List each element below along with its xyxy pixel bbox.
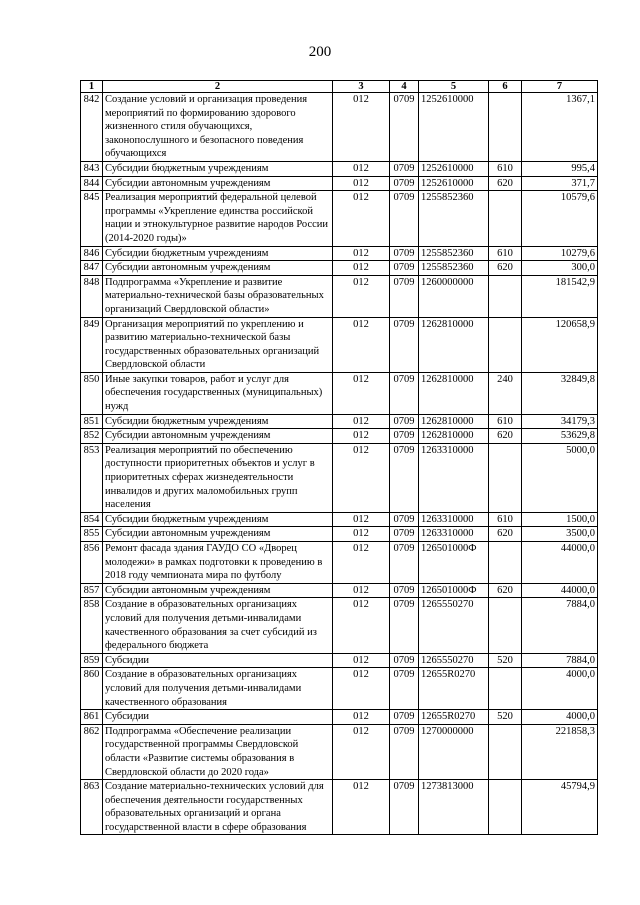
column-header: 6 — [489, 81, 522, 93]
table-row — [81, 317, 598, 372]
row-section-code: 0709 — [390, 414, 419, 429]
row-ministry-code: 012 — [333, 653, 390, 668]
row-section-code: 0709 — [390, 246, 419, 261]
row-ministry-code: 012 — [333, 372, 390, 414]
row-amount: 181542,9 — [522, 275, 598, 317]
row-number: 861 — [81, 710, 103, 725]
row-expense-type: 620 — [489, 429, 522, 444]
row-number: 859 — [81, 653, 103, 668]
row-section-code: 0709 — [390, 443, 419, 512]
table-row — [81, 429, 598, 444]
row-amount: 1367,1 — [522, 93, 598, 162]
row-section-code: 0709 — [390, 275, 419, 317]
row-number: 850 — [81, 372, 103, 414]
table-row — [81, 261, 598, 276]
table-row — [81, 275, 598, 317]
table-row — [81, 191, 598, 246]
row-ministry-code: 012 — [333, 527, 390, 542]
row-target-article: 1262810000 — [419, 429, 489, 444]
row-ministry-code: 012 — [333, 317, 390, 372]
row-name: Субсидии — [103, 653, 333, 668]
row-number: 846 — [81, 246, 103, 261]
row-expense-type: 620 — [489, 527, 522, 542]
row-expense-type: 520 — [489, 653, 522, 668]
table-row — [81, 161, 598, 176]
row-target-article: 1252610000 — [419, 161, 489, 176]
table-row — [81, 653, 598, 668]
table-row — [81, 372, 598, 414]
row-amount: 1500,0 — [522, 512, 598, 527]
row-target-article: 126501000Ф — [419, 583, 489, 598]
row-name: Иные закупки товаров, работ и услуг для обеспечения государственных (муниципальных) нужд — [103, 372, 333, 414]
row-amount: 44000,0 — [522, 583, 598, 598]
row-target-article: 1273813000 — [419, 780, 489, 835]
row-amount: 7884,0 — [522, 653, 598, 668]
row-number: 853 — [81, 443, 103, 512]
row-ministry-code: 012 — [333, 191, 390, 246]
row-expense-type: 620 — [489, 261, 522, 276]
row-name: Субсидии автономным учреждениям — [103, 527, 333, 542]
row-number: 858 — [81, 598, 103, 653]
table-row — [81, 724, 598, 779]
row-name: Создание условий и организация проведения мероприятий по формированию здорового жизненного стиля обучающихся, законопослушного и безопасного поведения обучающихся — [103, 93, 333, 162]
row-target-article: 1265550270 — [419, 598, 489, 653]
row-ministry-code: 012 — [333, 443, 390, 512]
row-target-article: 1255852360 — [419, 261, 489, 276]
table-row — [81, 668, 598, 710]
table-row — [81, 176, 598, 191]
row-section-code: 0709 — [390, 780, 419, 835]
row-amount: 32849,8 — [522, 372, 598, 414]
table-row — [81, 598, 598, 653]
row-name: Субсидии бюджетным учреждениям — [103, 512, 333, 527]
row-section-code: 0709 — [390, 512, 419, 527]
row-section-code: 0709 — [390, 542, 419, 584]
row-ministry-code: 012 — [333, 583, 390, 598]
row-expense-type: 610 — [489, 414, 522, 429]
row-ministry-code: 012 — [333, 93, 390, 162]
row-name: Субсидии бюджетным учреждениям — [103, 161, 333, 176]
table-row — [81, 93, 598, 162]
row-ministry-code: 012 — [333, 246, 390, 261]
row-expense-type — [489, 542, 522, 584]
table-row — [81, 780, 598, 835]
row-number: 845 — [81, 191, 103, 246]
column-header: 1 — [81, 81, 103, 93]
row-number: 862 — [81, 724, 103, 779]
row-name: Реализация мероприятий федеральной целевой программы «Укрепление единства российской нации и этнокультурное развитие народов России (2014-2020 годы)» — [103, 191, 333, 246]
table-row — [81, 414, 598, 429]
row-section-code: 0709 — [390, 261, 419, 276]
row-expense-type — [489, 93, 522, 162]
row-section-code: 0709 — [390, 429, 419, 444]
row-amount: 44000,0 — [522, 542, 598, 584]
row-expense-type: 620 — [489, 583, 522, 598]
row-amount: 995,4 — [522, 161, 598, 176]
table-row — [81, 443, 598, 512]
row-target-article: 1263310000 — [419, 527, 489, 542]
row-expense-type: 610 — [489, 246, 522, 261]
row-ministry-code: 012 — [333, 429, 390, 444]
row-name: Подпрограмма «Обеспечение реализации государственной программы Свердловской области «Развитие системы образования в Свердловской области до 2020 года» — [103, 724, 333, 779]
row-section-code: 0709 — [390, 598, 419, 653]
row-ministry-code: 012 — [333, 668, 390, 710]
row-target-article: 12655R0270 — [419, 710, 489, 725]
row-target-article: 1270000000 — [419, 724, 489, 779]
row-expense-type — [489, 191, 522, 246]
row-section-code: 0709 — [390, 724, 419, 779]
row-number: 842 — [81, 93, 103, 162]
row-section-code: 0709 — [390, 668, 419, 710]
row-section-code: 0709 — [390, 161, 419, 176]
row-number: 849 — [81, 317, 103, 372]
row-name: Субсидии автономным учреждениям — [103, 261, 333, 276]
row-expense-type — [489, 780, 522, 835]
row-ministry-code: 012 — [333, 512, 390, 527]
column-header: 7 — [522, 81, 598, 93]
row-name: Субсидии бюджетным учреждениям — [103, 246, 333, 261]
row-expense-type — [489, 724, 522, 779]
row-target-article: 1255852360 — [419, 246, 489, 261]
row-expense-type: 520 — [489, 710, 522, 725]
row-expense-type — [489, 598, 522, 653]
row-number: 860 — [81, 668, 103, 710]
row-name: Ремонт фасада здания ГАУДО СО «Дворец молодежи» в рамках подготовки к проведению в 2018 году чемпионата мира по футболу — [103, 542, 333, 584]
row-amount: 53629,8 — [522, 429, 598, 444]
row-name: Реализация мероприятий по обеспечению доступности приоритетных объектов и услуг в приоритетных сферах жизнедеятельности инвалидов и других маломобильных групп населения — [103, 443, 333, 512]
row-ministry-code: 012 — [333, 598, 390, 653]
row-expense-type: 610 — [489, 512, 522, 527]
row-amount: 3500,0 — [522, 527, 598, 542]
row-expense-type — [489, 275, 522, 317]
row-amount: 4000,0 — [522, 668, 598, 710]
row-name: Создание в образовательных организациях условий для получения детьми-инвалидами качественного образования — [103, 668, 333, 710]
row-target-article: 1260000000 — [419, 275, 489, 317]
row-amount: 45794,9 — [522, 780, 598, 835]
table-row — [81, 710, 598, 725]
row-ministry-code: 012 — [333, 414, 390, 429]
row-name: Субсидии автономным учреждениям — [103, 429, 333, 444]
row-amount: 10579,6 — [522, 191, 598, 246]
table-row — [81, 512, 598, 527]
row-target-article: 1262810000 — [419, 317, 489, 372]
row-ministry-code: 012 — [333, 176, 390, 191]
row-number: 857 — [81, 583, 103, 598]
row-amount: 4000,0 — [522, 710, 598, 725]
row-amount: 10279,6 — [522, 246, 598, 261]
row-number: 856 — [81, 542, 103, 584]
row-name: Субсидии — [103, 710, 333, 725]
row-ministry-code: 012 — [333, 724, 390, 779]
row-ministry-code: 012 — [333, 261, 390, 276]
row-section-code: 0709 — [390, 653, 419, 668]
row-section-code: 0709 — [390, 93, 419, 162]
row-number: 851 — [81, 414, 103, 429]
row-expense-type: 620 — [489, 176, 522, 191]
row-amount: 34179,3 — [522, 414, 598, 429]
column-header: 5 — [419, 81, 489, 93]
row-target-article: 1255852360 — [419, 191, 489, 246]
row-name: Подпрограмма «Укрепление и развитие материально-технической базы образовательных организаций Свердловской области» — [103, 275, 333, 317]
row-section-code: 0709 — [390, 583, 419, 598]
row-amount: 300,0 — [522, 261, 598, 276]
row-amount: 371,7 — [522, 176, 598, 191]
row-amount: 120658,9 — [522, 317, 598, 372]
row-name: Субсидии бюджетным учреждениям — [103, 414, 333, 429]
row-section-code: 0709 — [390, 372, 419, 414]
row-name: Создание в образовательных организациях условий для получения детьми-инвалидами качественного образования за счет субсидий из федерального бюджета — [103, 598, 333, 653]
row-number: 843 — [81, 161, 103, 176]
row-expense-type — [489, 668, 522, 710]
page-number: 200 — [308, 44, 332, 60]
row-ministry-code: 012 — [333, 780, 390, 835]
row-expense-type — [489, 443, 522, 512]
row-name: Организация мероприятий по укреплению и развитию материально-технической базы государственных образовательных организаций Свердловской области — [103, 317, 333, 372]
row-target-article: 1262810000 — [419, 372, 489, 414]
row-ministry-code: 012 — [333, 542, 390, 584]
row-target-article: 12655R0270 — [419, 668, 489, 710]
row-target-article: 1262810000 — [419, 414, 489, 429]
row-number: 848 — [81, 275, 103, 317]
row-amount: 221858,3 — [522, 724, 598, 779]
row-section-code: 0709 — [390, 710, 419, 725]
row-target-article: 1265550270 — [419, 653, 489, 668]
row-name: Субсидии автономным учреждениям — [103, 176, 333, 191]
row-ministry-code: 012 — [333, 710, 390, 725]
row-amount: 7884,0 — [522, 598, 598, 653]
row-section-code: 0709 — [390, 191, 419, 246]
row-expense-type — [489, 317, 522, 372]
budget-table — [80, 80, 598, 835]
row-ministry-code: 012 — [333, 161, 390, 176]
row-number: 855 — [81, 527, 103, 542]
row-number: 863 — [81, 780, 103, 835]
table-row — [81, 583, 598, 598]
row-number: 844 — [81, 176, 103, 191]
row-target-article: 126501000Ф — [419, 542, 489, 584]
table-header-row — [81, 81, 598, 93]
row-section-code: 0709 — [390, 176, 419, 191]
row-expense-type: 610 — [489, 161, 522, 176]
row-target-article: 1252610000 — [419, 176, 489, 191]
row-target-article: 1252610000 — [419, 93, 489, 162]
column-header: 2 — [103, 81, 333, 93]
row-target-article: 1263310000 — [419, 512, 489, 527]
row-section-code: 0709 — [390, 527, 419, 542]
row-expense-type: 240 — [489, 372, 522, 414]
row-section-code: 0709 — [390, 317, 419, 372]
row-name: Создание материально-технических условий для обеспечения деятельности государственных образовательных организаций и органа государственной власти в сфере образования — [103, 780, 333, 835]
row-ministry-code: 012 — [333, 275, 390, 317]
column-header: 3 — [333, 81, 390, 93]
column-header: 4 — [390, 81, 419, 93]
row-amount: 5000,0 — [522, 443, 598, 512]
row-name: Субсидии автономным учреждениям — [103, 583, 333, 598]
row-number: 854 — [81, 512, 103, 527]
row-number: 852 — [81, 429, 103, 444]
table-row — [81, 246, 598, 261]
row-target-article: 1263310000 — [419, 443, 489, 512]
row-number: 847 — [81, 261, 103, 276]
table-row — [81, 527, 598, 542]
table-row — [81, 542, 598, 584]
